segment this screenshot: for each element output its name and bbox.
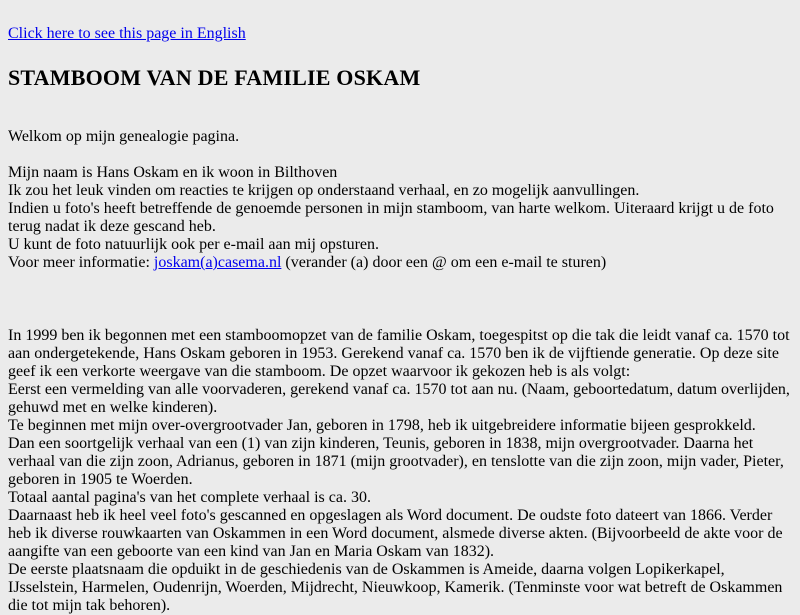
email-photos-line: U kunt de foto natuurlijk ook per e-mail aan mij opsturen.	[8, 236, 380, 253]
page-content	[8, 25, 792, 614]
contact-prefix: Voor meer informatie:	[8, 254, 154, 271]
email-link[interactable]: joskam(a)casema.nl	[153, 254, 282, 271]
page-title: STAMBOOM VAN DE FAMILIE OSKAM	[8, 65, 421, 90]
story-paragraph: De eerste plaatsnaam die opduikt in de geschiedenis van de Oskammen is Ameide, daarna volgen Lopikerkapel, IJsselstein, Harmelen, Oudenrijn, Woerden, Mijdrecht, Nieuwkoop, Kamerik. (Tenminste voor wat betreft de Oskammen die tot mijn tak behoren).	[8, 561, 783, 614]
story-paragraph: In 1999 ben ik begonnen met een stamboomopzet van de familie Oskam, toegespitst op die tak die leidt vanaf ca. 1570 tot aan ondergetekende, Hans Oskam geboren in 1953. Gerekend vanaf ca. 1570 ben ik de vijftiende generatie. Op deze site geef ik een verkorte weergave van die stamboom. De opzet waarvoor ik gekozen heb is als volgt:	[8, 327, 790, 380]
story-paragraph: Eerst een vermelding van alle voorvaderen, gerekend vanaf ca. 1570 tot aan nu. (Naam, geboortedatum, datum overlijden, gehuwd met en welke kinderen).	[8, 381, 790, 416]
welcome-text: Welkom op mijn genealogie pagina.	[8, 128, 240, 145]
intro-section	[8, 128, 792, 272]
author-line: Mijn naam is Hans Oskam en ik woon in Bilthoven	[8, 164, 338, 181]
story-paragraph: Dan een soortgelijk verhaal van een (1) van zijn kinderen, Teunis, geboren in 1838, mijn overgrootvader. Daarna het verhaal van die zijn zoon, Adrianus, geboren in 1871 (mijn grootvader), en tenslotte van die zijn zoon, mijn vader, Pieter, geboren in 1905 te Woerden.	[8, 435, 784, 488]
story-paragraph: Totaal aantal pagina's van het complete verhaal is ca. 30.	[8, 489, 371, 506]
reactions-line: Ik zou het leuk vinden om reacties te krijgen op onderstaand verhaal, en zo mogelijk aanvullingen.	[8, 182, 640, 199]
english-version-link[interactable]: Click here to see this page in English	[8, 25, 246, 42]
story-section	[8, 327, 792, 615]
contact-suffix: (verander (a) door een @ om een e-mail te sturen)	[281, 254, 607, 271]
photos-line: Indien u foto's heeft betreffende de genoemde personen in mijn stamboom, van harte welkom. Uiteraard krijgt u de foto terug nadat ik deze gescand heb.	[8, 200, 774, 235]
story-paragraph: Daarnaast heb ik heel veel foto's gescanned en opgeslagen als Word document. De oudste foto dateert van 1866. Verder heb ik diverse rouwkaarten van Oskammen in een Word document, alsmede diverse akten. (Bijvoorbeeld de akte voor de aangifte van een geboorte van een kind van Jan en Maria Oskam van 1832).	[8, 507, 783, 560]
contact-line	[8, 254, 792, 272]
story-paragraph: Te beginnen met mijn over-overgrootvader Jan, geboren in 1798, heb ik uitgebreidere informatie bijeen gesprokkeld.	[8, 417, 756, 434]
